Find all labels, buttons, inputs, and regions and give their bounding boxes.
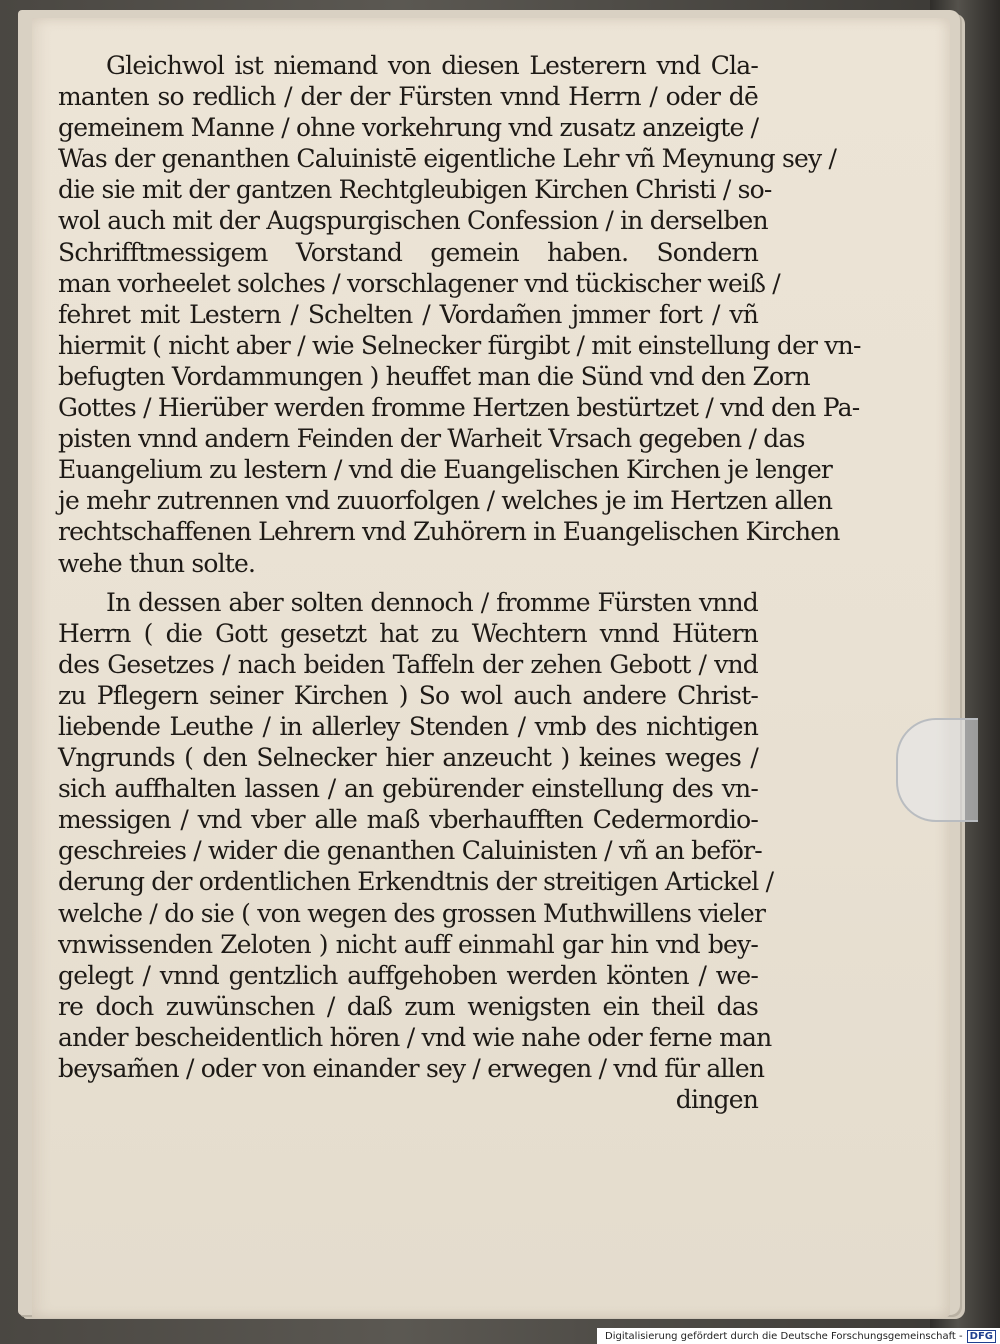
digitization-footer bbox=[597, 1328, 1000, 1344]
text-line: rechtschaffenen Lehrern vnd Zuhörern in Euangelischen Kirchen bbox=[58, 517, 840, 547]
text-line: vnwissenden Zeloten ) nicht auff einmahl gar hin vnd bey- bbox=[58, 929, 758, 959]
text-line: Schrifftmessigem Vorstand gemein haben. Sondern bbox=[58, 237, 758, 267]
text-line: geschreies / wider die genanthen Caluinisten / vñ an beför- bbox=[58, 836, 762, 866]
text-line: Gleichwol ist niemand von diesen Lesterern vnd Cla- bbox=[106, 51, 758, 80]
footer-text: Digitalisierung gefördert durch die Deutsche Forschungsgemeinschaft - bbox=[605, 1330, 963, 1342]
text-line: re doch zuwünschen / daß zum wenigsten ein theil das bbox=[58, 991, 758, 1021]
text-line: manten so redlich / der der Fürsten vnnd Herrn / oder dē bbox=[58, 82, 758, 112]
text-line: zu Pflegern seiner Kirchen ) So wol auch andere Christ- bbox=[58, 680, 758, 710]
dfg-logo-icon: DFG bbox=[967, 1330, 996, 1343]
text-line: Vngrunds ( den Selnecker hier anzeucht ) keines weges / bbox=[58, 743, 758, 773]
text-line: liebende Leuthe / in allerley Stenden / vmb des nichtigen bbox=[58, 711, 758, 741]
text-line: befugten Vordammungen ) heuffet man die Sünd vnd den Zorn bbox=[58, 361, 810, 391]
text-line: messigen / vnd vber alle maß vberhaufften Cedermordio- bbox=[58, 805, 758, 835]
text-line: des Gesetzes / nach beiden Taffeln der zehen Gebott / vnd bbox=[58, 649, 758, 679]
text-line: die sie mit der gantzen Rechtgleubigen Kirchen Christi / so- bbox=[58, 175, 772, 205]
text-line: man vorheelet solches / vorschlagener vnd tückischer weiß / bbox=[58, 268, 780, 298]
catchword: dingen bbox=[675, 1085, 758, 1115]
text-line: sich auffhalten lassen / an gebürender einstellung des vn- bbox=[58, 774, 758, 804]
text-line: Euangelium zu lestern / vnd die Euangelischen Kirchen je lenger bbox=[58, 455, 833, 485]
text-line: wehe thun solte. bbox=[58, 548, 256, 578]
text-line: je mehr zutrennen vnd zuuorfolgen / welches je im Hertzen allen bbox=[58, 486, 833, 516]
text-line: Gottes / Hierüber werden fromme Hertzen bestürtzet / vnd den Pa- bbox=[58, 393, 860, 423]
text-line: gelegt / vnnd gentzlich auffgehoben werden könten / we- bbox=[58, 960, 758, 990]
text-line: fehret mit Lestern / Schelten / Vordam̃en jmmer fort / vñ bbox=[58, 299, 758, 329]
text-line: gemeinem Manne / ohne vorkehrung vnd zusatz anzeigte / bbox=[58, 113, 759, 143]
text-line: In dessen aber solten dennoch / fromme Fürsten vnnd bbox=[106, 587, 758, 617]
paragraph-gap bbox=[58, 579, 758, 587]
text-line: beysam̃en / oder von einander sey / erwegen / vnd für allen bbox=[58, 1054, 765, 1083]
text-line: pisten vnnd andern Feinden der Warheit Vrsach gegeben / das bbox=[58, 424, 805, 454]
text-line: Was der genanthen Caluinistē eigentliche Lehr vñ Meynung sey / bbox=[58, 144, 837, 174]
text-line: wol auch mit der Augspurgischen Confession / in derselben bbox=[58, 206, 768, 236]
text-line: derung der ordentlichen Erkendtnis der streitigen Artickel / bbox=[58, 867, 774, 897]
body-text bbox=[58, 50, 861, 1115]
page-clip bbox=[896, 718, 978, 822]
text-line: welche / do sie ( von wegen des grossen Muthwillens vieler bbox=[58, 898, 766, 928]
text-line: ander bescheidentlich hören / vnd wie nahe oder ferne man bbox=[58, 1022, 772, 1052]
text-line: Herrn ( die Gott gesetzt hat zu Wechtern vnnd Hütern bbox=[58, 618, 758, 648]
text-line: hiermit ( nicht aber / wie Selnecker fürgibt / mit einstellung der vn- bbox=[58, 330, 861, 360]
